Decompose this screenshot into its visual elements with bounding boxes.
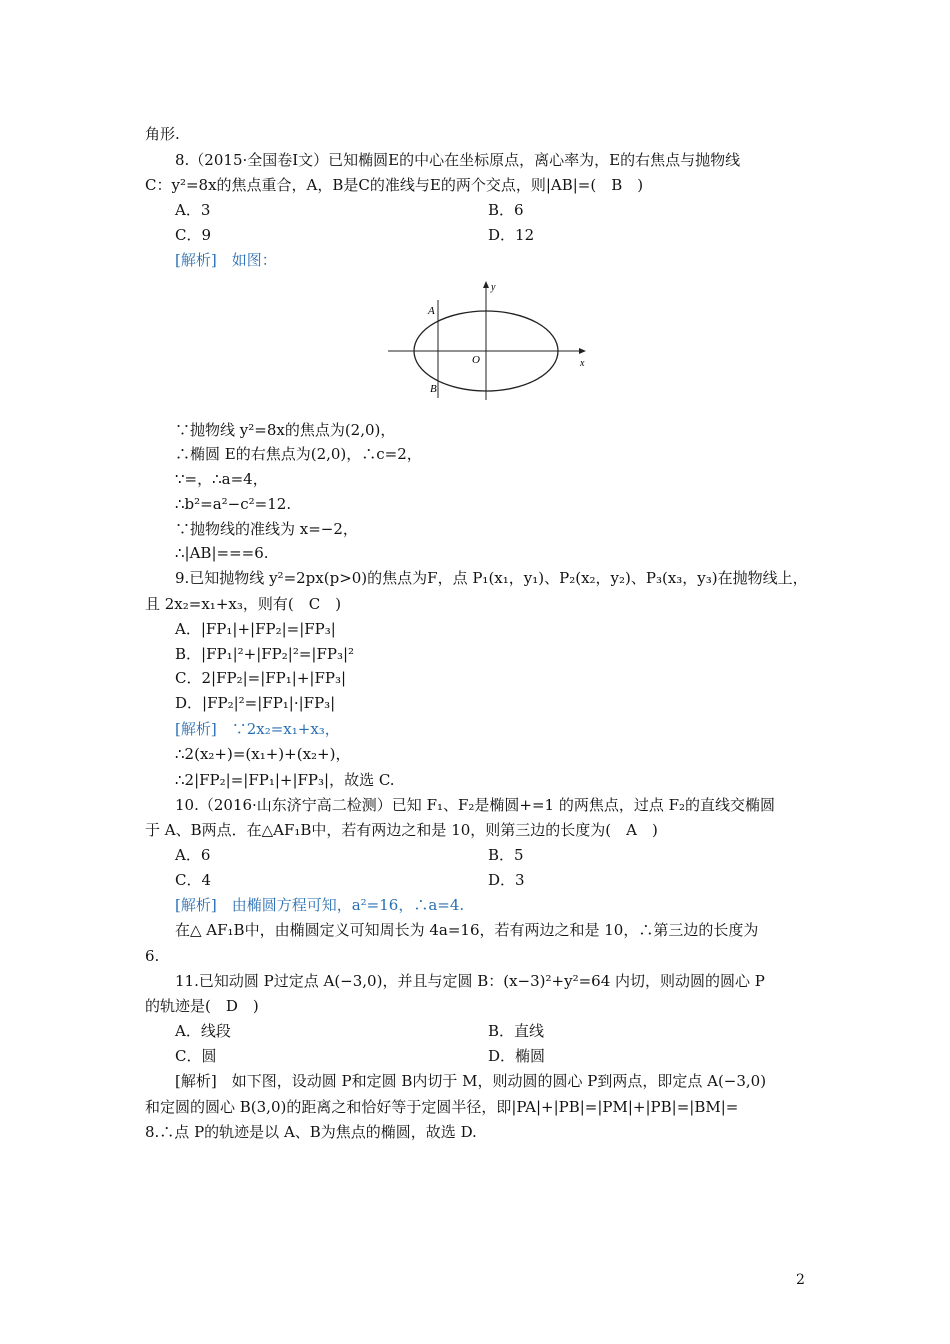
line-31: 6.: [145, 947, 160, 965]
option-d: D．3: [488, 871, 525, 889]
x-arrow: [579, 348, 586, 354]
line-0: 角形.: [145, 125, 180, 143]
line-1: 8.（2015·全国卷Ⅰ文）已知椭圆E的中心在坐标原点，离心率为，E的右焦点与抛物线: [175, 151, 741, 169]
line-15: 且 2x₂=x₁+x₃，则有( C ): [145, 595, 342, 613]
line-20: [解析] ∵2x₂=x₁+x₃，: [175, 720, 340, 738]
line-9: ∴椭圆 E的右焦点为(2,0)，∴c=2，: [175, 445, 422, 463]
line-24: 于 A、B两点．在△AF₁B中，若有两边之和是 10，则第三边的长度为( A ): [145, 821, 658, 839]
option-b: B．直线: [488, 1022, 545, 1040]
line-39: 和定圆的圆心 B(3,0)的距离之和恰好等于定圆半径，即|PA|+|PB|=|PM|+|PB|=|BM|=: [145, 1098, 739, 1116]
line-8: ∵抛物线 y²=8x的焦点为(2,0)，: [175, 421, 396, 439]
label-A: A: [428, 305, 435, 317]
page-number: 2: [796, 1272, 805, 1288]
line-33: 的轨迹是( D ): [145, 997, 259, 1015]
option-d: D．|FP₂|²=|FP₁|·|FP₃|: [175, 694, 336, 712]
line-12: ∵抛物线的准线为 x=−2，: [175, 520, 358, 538]
line-38: [解析] 如下图，设动圆 P和定圆 B内切于 M，则动圆的圆心 P到两点，即定点 A(−3,0): [175, 1072, 767, 1090]
label-O: O: [472, 354, 480, 366]
option-a: A．6: [175, 846, 211, 864]
line-23: 10.（2016·山东济宁高二检测）已知 F₁、F₂是椭圆+=1 的两焦点，过点 F₂的直线交椭圆: [175, 796, 776, 814]
line-2: C：y²=8x的焦点重合，A，B是C的准线与E的两个交点，则|AB|=( B ): [145, 176, 644, 194]
line-21: ∴2(x₂+)=(x₁+)+(x₂+)，: [175, 745, 351, 763]
option-c: C．2|FP₂|=|FP₁|+|FP₃|: [175, 669, 347, 687]
option-d: D．椭圆: [488, 1047, 546, 1065]
option-a: A．3: [175, 201, 211, 219]
option-b: B．6: [488, 201, 524, 219]
option-b: B．5: [488, 846, 524, 864]
ellipse-diagram: [388, 278, 592, 400]
option-c: C．4: [175, 871, 212, 889]
line-30: 在△ AF₁B中，由椭圆定义可知周长为 4a=16，若有两边之和是 10，∴第三边的长度为: [175, 921, 759, 939]
option-a: A．|FP₁|+|FP₂|=|FP₃|: [175, 620, 336, 638]
line-40: 8.∴点 P的轨迹是以 A、B为焦点的椭圆，故选 D.: [145, 1123, 477, 1141]
line-13: ∴|AB|===6.: [175, 544, 269, 562]
line-11: ∴b²=a²−c²=12.: [175, 495, 292, 513]
option-b: B．|FP₁|²+|FP₂|²=|FP₃|²: [175, 645, 355, 663]
label-x: x: [580, 358, 585, 369]
line-22: ∴2|FP₂|=|FP₁|+|FP₃|，故选 C.: [175, 771, 395, 789]
y-arrow: [483, 281, 489, 288]
line-7: [解析] 如图：: [175, 251, 277, 269]
label-y: y: [491, 282, 496, 293]
option-a: A．线段: [175, 1022, 231, 1040]
label-B: B: [430, 383, 437, 395]
line-10: ∵=，∴a=4，: [175, 470, 268, 488]
line-29: [解析] 由椭圆方程可知，a²=16，∴a=4.: [175, 896, 465, 914]
line-32: 11.已知动圆 P过定点 A(−3,0)，并且与定圆 B：(x−3)²+y²=64 内切，则动圆的圆心 P: [175, 972, 765, 990]
option-d: D．12: [488, 226, 535, 244]
option-c: C．圆: [175, 1047, 217, 1065]
option-c: C．9: [175, 226, 212, 244]
line-14: 9.已知抛物线 y²=2px(p>0)的焦点为F，点 P₁(x₁，y₁)、P₂(x₂，y₂)、P₃(x₃，y₃)在抛物线上，: [175, 569, 808, 587]
